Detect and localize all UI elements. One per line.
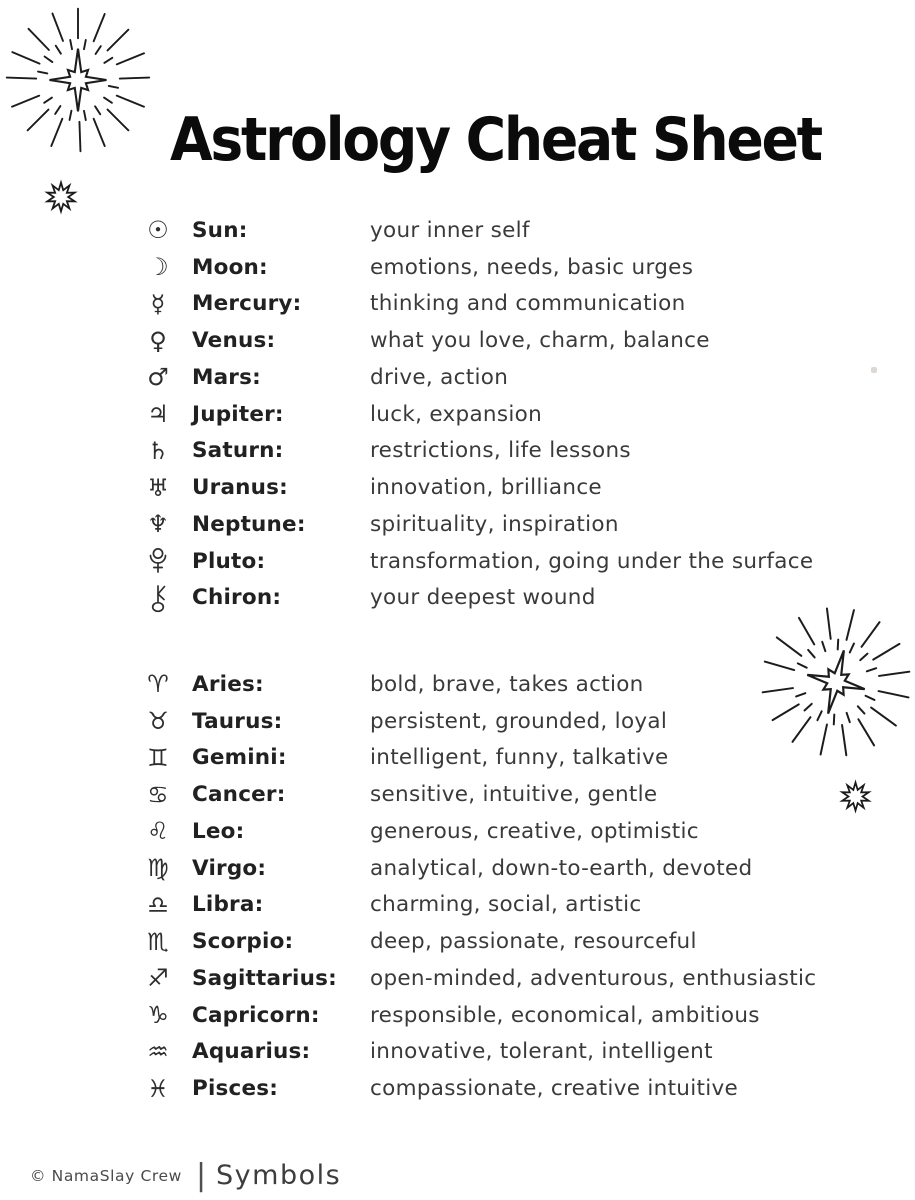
item-description: what you love, charm, balance	[370, 328, 710, 354]
item-description: persistent, grounded, loyal	[370, 708, 668, 734]
item-name: Moon:	[192, 254, 268, 280]
item-description: deep, passionate, resourceful	[370, 929, 697, 955]
item-description: charming, social, artistic	[370, 892, 642, 918]
list-item	[140, 960, 816, 997]
list-item	[140, 923, 816, 960]
copyright-text: © NamaSlay Crew	[30, 1166, 182, 1185]
item-name: Sagittarius:	[192, 965, 337, 991]
capricorn-symbol-icon: ♑	[147, 1001, 169, 1030]
item-name: Pisces:	[192, 1076, 279, 1102]
item-name: Capricorn:	[192, 1002, 320, 1028]
item-name: Saturn:	[192, 438, 284, 464]
sagittarius-symbol-icon: ♐	[147, 964, 169, 993]
virgo-symbol-icon: ♍	[147, 854, 169, 883]
item-name: Pluto:	[192, 548, 266, 574]
list-item	[140, 850, 816, 887]
saturn-symbol-icon: ♄	[147, 436, 169, 465]
list-item	[140, 887, 816, 924]
item-description: intelligent, funny, talkative	[370, 745, 669, 771]
list-item	[140, 813, 816, 850]
list-item	[140, 322, 813, 359]
item-name: Aries:	[192, 671, 264, 697]
item-name: Sun:	[192, 217, 248, 243]
item-description: bold, brave, takes action	[370, 671, 644, 697]
libra-symbol-icon: ♎	[147, 890, 169, 919]
item-name: Mercury:	[192, 291, 302, 317]
page-title: Astrology Cheat Sheet	[170, 105, 821, 176]
list-item	[140, 286, 813, 323]
item-description: sensitive, intuitive, gentle	[370, 782, 658, 808]
item-description: responsible, economical, ambitious	[370, 1002, 760, 1028]
item-name: Jupiter:	[192, 401, 284, 427]
item-description: luck, expansion	[370, 401, 543, 427]
item-description: open-minded, adventurous, enthusiastic	[370, 965, 817, 991]
cancer-symbol-icon: ♋	[147, 780, 169, 809]
brand-label: Symbols	[216, 1160, 342, 1191]
footer	[30, 1157, 342, 1193]
item-name: Libra:	[192, 892, 264, 918]
item-description: your inner self	[370, 217, 530, 243]
item-description: spirituality, inspiration	[370, 511, 619, 537]
list-item	[140, 359, 813, 396]
list-item	[140, 776, 816, 813]
starburst-icon	[0, 4, 156, 156]
taurus-symbol-icon: ♉	[147, 707, 169, 736]
item-name: Gemini:	[192, 745, 287, 771]
neptune-symbol-icon: ♆	[147, 510, 169, 539]
item-description: thinking and communication	[370, 291, 686, 317]
venus-symbol-icon: ♀	[149, 326, 167, 355]
list-item	[140, 740, 816, 777]
item-description: drive, action	[370, 364, 509, 390]
item-description: restrictions, life lessons	[370, 438, 631, 464]
pisces-symbol-icon: ♓	[147, 1074, 169, 1103]
chiron-symbol-icon	[140, 583, 176, 613]
sparkle-star-icon	[43, 179, 79, 215]
item-name: Mars:	[192, 364, 261, 390]
item-name: Venus:	[192, 328, 276, 354]
item-description: analytical, down-to-earth, devoted	[370, 855, 753, 881]
mars-symbol-icon: ♂	[147, 363, 169, 392]
zodiac-list	[140, 666, 816, 1107]
item-name: Taurus:	[192, 708, 283, 734]
leo-symbol-icon: ♌	[147, 817, 169, 846]
pluto-symbol-icon	[140, 546, 176, 576]
list-item	[140, 1034, 816, 1071]
planets-list	[140, 212, 813, 616]
item-description: compassionate, creative intuitive	[370, 1076, 739, 1102]
list-item	[140, 249, 813, 286]
uranus-symbol-icon: ♅	[147, 473, 169, 502]
sparkle-star-icon	[838, 779, 873, 814]
item-name: Chiron:	[192, 585, 282, 611]
item-name: Uranus:	[192, 475, 288, 501]
list-item	[140, 469, 813, 506]
item-name: Aquarius:	[192, 1039, 311, 1065]
gemini-symbol-icon: ♊	[147, 743, 169, 772]
item-name: Neptune:	[192, 511, 306, 537]
list-item	[140, 666, 816, 703]
list-item	[140, 212, 813, 249]
scan-speck	[871, 367, 877, 373]
scorpio-symbol-icon: ♏	[147, 927, 169, 956]
list-item	[140, 703, 816, 740]
footer-separator: |	[195, 1157, 207, 1193]
list-item	[140, 506, 813, 543]
list-item	[140, 433, 813, 470]
list-item	[140, 1070, 816, 1107]
item-description: emotions, needs, basic urges	[370, 254, 694, 280]
list-item	[140, 543, 813, 580]
aries-symbol-icon: ♈	[147, 670, 169, 699]
item-description: generous, creative, optimistic	[370, 818, 699, 844]
item-name: Scorpio:	[192, 929, 294, 955]
item-description: innovative, tolerant, intelligent	[370, 1039, 713, 1065]
moon-symbol-icon: ☽	[147, 253, 169, 282]
aquarius-symbol-icon: ♒	[147, 1037, 169, 1066]
mercury-symbol-icon: ☿	[150, 289, 166, 318]
list-item	[140, 396, 813, 433]
jupiter-symbol-icon: ♃	[147, 400, 169, 429]
item-description: innovation, brilliance	[370, 475, 602, 501]
item-description: your deepest wound	[370, 585, 596, 611]
list-item	[140, 997, 816, 1034]
list-item	[140, 580, 813, 617]
sun-symbol-icon: ☉	[147, 216, 169, 245]
item-name: Virgo:	[192, 855, 267, 881]
item-name: Cancer:	[192, 782, 286, 808]
item-name: Leo:	[192, 818, 245, 844]
item-description: transformation, going under the surface	[370, 548, 814, 574]
